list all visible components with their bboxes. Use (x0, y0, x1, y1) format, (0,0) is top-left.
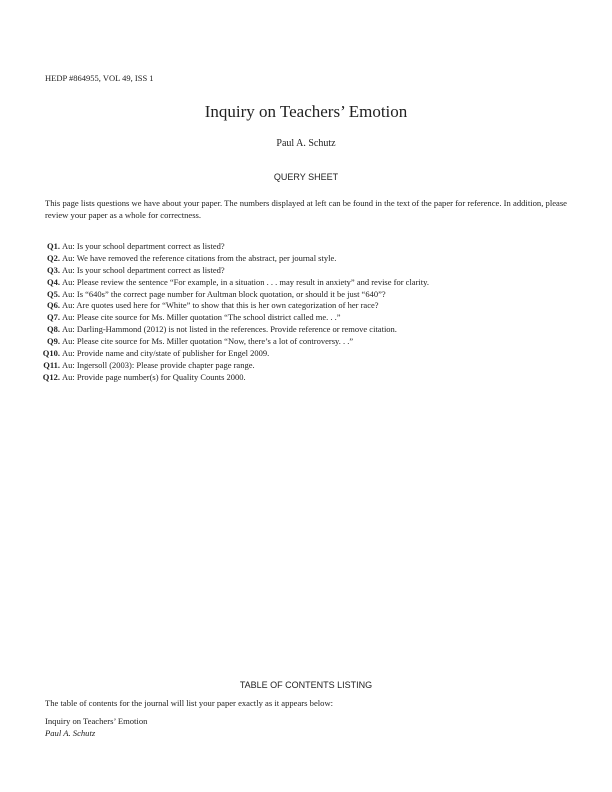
query-text: Au: Are quotes used here for “White” to show that this is her own categorization of her race? (62, 300, 379, 311)
query-number: Q8. (47, 324, 60, 335)
query-item (0, 300, 612, 312)
query-item (0, 360, 612, 372)
query-text: Au: Is your school department correct as listed? (62, 264, 225, 275)
query-text: Au: Darling-Hammond (2012) is not listed in the references. Provide reference or remove citation. (62, 324, 397, 335)
query-text: Au: Please cite source for Ms. Miller quotation “The school district called me. . .” (62, 312, 341, 323)
query-text: Au: Please review the sentence “For example, in a situation . . . may result in anxiety” and revise for clarity. (62, 276, 429, 287)
page-title: Inquiry on Teachers’ Emotion (204, 102, 408, 121)
toc-paper-author: Paul A. Schutz (45, 728, 96, 738)
query-item (0, 336, 612, 348)
query-list (0, 241, 612, 384)
query-number: Q5. (47, 288, 60, 299)
query-number: Q12. (42, 371, 60, 382)
query-number: Q7. (47, 312, 60, 323)
query-item (0, 277, 612, 289)
query-number: Q4. (47, 276, 60, 287)
query-sheet-heading: QUERY SHEET (273, 172, 339, 182)
query-number: Q10. (42, 348, 60, 359)
query-number: Q11. (43, 359, 60, 370)
query-text: Au: We have removed the reference citations from the abstract, per journal style. (62, 252, 337, 263)
toc-heading: TABLE OF CONTENTS LISTING (239, 680, 373, 690)
query-number: Q2. (47, 252, 60, 263)
query-number: Q6. (47, 300, 60, 311)
query-item (0, 348, 612, 360)
query-number: Q1. (47, 241, 60, 251)
query-item (0, 289, 612, 301)
header-reference: HEDP #864955, VOL 49, ISS 1 (45, 73, 154, 83)
query-item (0, 324, 612, 336)
query-item (0, 372, 612, 384)
query-text: Au: Is your school department correct as listed? (62, 241, 225, 251)
query-item (0, 241, 612, 253)
author-name: Paul A. Schutz (276, 138, 336, 149)
query-text: Au: Provide name and city/state of publisher for Engel 2009. (62, 348, 270, 359)
query-text: Au: Please cite source for Ms. Miller quotation “Now, there’s a lot of controversy. . .” (62, 336, 354, 347)
query-sheet-intro: This page lists questions we have about your paper. The numbers displayed at left can be found in the text of the paper for reference. In addition, please review your paper as a whole for correctness. (45, 198, 567, 220)
query-item (0, 265, 612, 277)
query-number: Q9. (47, 336, 60, 347)
query-number: Q3. (47, 264, 60, 275)
query-item (0, 253, 612, 265)
query-text: Au: Provide page number(s) for Quality Counts 2000. (62, 371, 246, 382)
toc-intro: The table of contents for the journal will list your paper exactly as it appears below: (45, 698, 334, 708)
query-text: Au: Ingersoll (2003): Please provide chapter page range. (62, 359, 255, 370)
toc-paper-title: Inquiry on Teachers’ Emotion (45, 716, 148, 726)
query-text: Au: Is “640s” the correct page number for Aultman block quotation, or should it be just “640”? (62, 288, 386, 299)
query-item (0, 312, 612, 324)
